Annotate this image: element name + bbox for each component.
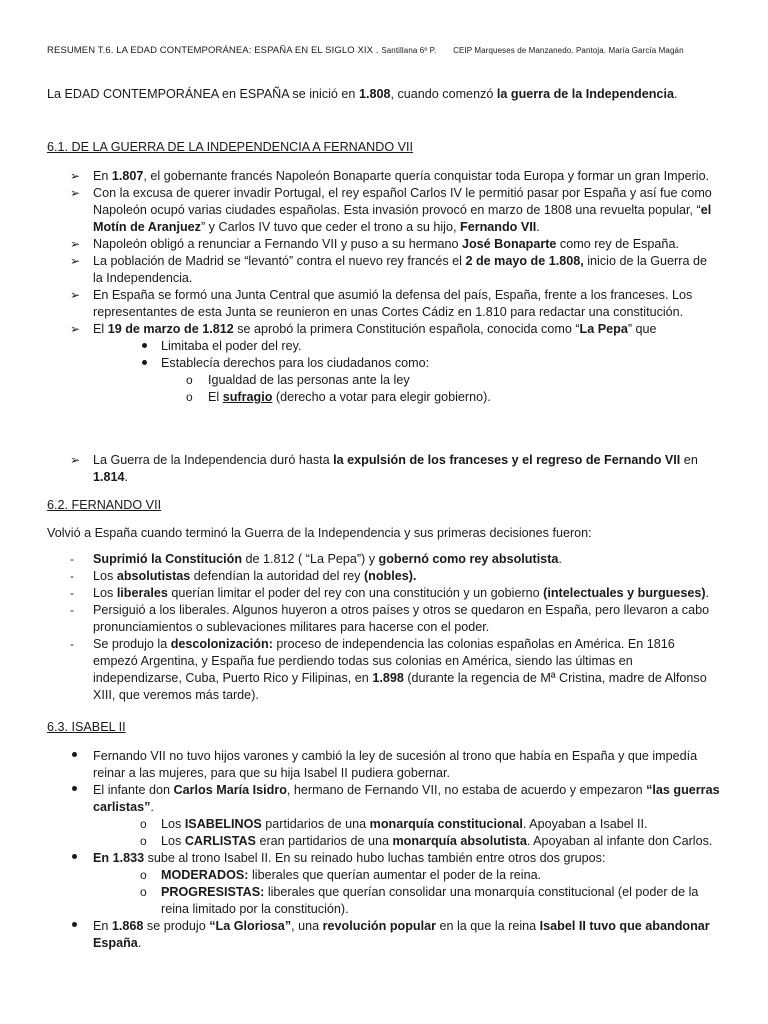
section-6-1-list bbox=[0, 168, 768, 406]
arrow-bullet-icon: ➢ bbox=[70, 169, 81, 183]
list-item: ➢ En España se formó una Junta Central que asumió la defensa del país, España, frente a los franceses. Los representantes de esta Junta se reunieron en unas Cortes Cádiz en 1.810 para redactar una constitución. bbox=[70, 288, 693, 319]
header-school: CEIP Marqueses de Manzanedo. Pantoja. María García Magán bbox=[453, 46, 684, 55]
list-item: - Persiguió a los liberales. Algunos huyeron a otros países y otros se quedaron en España, pero llevaron a cabo pronunciamientos o sublevaciones militares para hacerse con el poder. bbox=[70, 603, 710, 634]
bullet-dot-icon bbox=[142, 338, 147, 355]
bullet-dot-icon bbox=[72, 918, 77, 935]
list-item: ➢ Con la excusa de querer invadir Portugal, el rey español Carlos IV le permitió pasar por España y así fue como Napoleón ocupó varias ciudades españolas. Esta invasión provocó en marzo de 1808 una revuelta popular, “el Motín de Aranjuez” y Carlos IV tuvo que ceder el trono a su hijo, Fernando VII. bbox=[70, 186, 712, 234]
list-item: El infante don Carlos María Isidro, hermano de Fernando VII, no estaba de acuerdo y empezaron “las guerras carlistas”. bbox=[0, 782, 720, 816]
section-6-2-list bbox=[0, 551, 768, 704]
list-item: o Los CARLISTAS eran partidarios de una monarquía absolutista. Apoyaban al infante don Carlos. bbox=[140, 834, 713, 848]
circle-bullet-icon: o bbox=[140, 834, 147, 848]
bullet-dot-icon bbox=[72, 748, 77, 765]
dash-bullet: - bbox=[70, 637, 74, 651]
arrow-bullet-icon: ➢ bbox=[70, 254, 81, 268]
dash-bullet: - bbox=[70, 586, 74, 600]
section-6-1-list-end bbox=[0, 452, 768, 486]
list-item: ➢ La población de Madrid se “levantó” contra el nuevo rey francés el 2 de mayo de 1.808, inicio de la Guerra de la Independencia. bbox=[70, 254, 707, 285]
bullet-dot-icon bbox=[72, 850, 77, 867]
circle-bullet-icon: o bbox=[186, 373, 193, 387]
list-item: En 1.868 se produjo “La Gloriosa”, una revolución popular en la que la reina Isabel II tuvo que abandonar España. bbox=[0, 918, 720, 952]
dash-bullet: - bbox=[70, 552, 74, 566]
arrow-bullet-icon: ➢ bbox=[70, 288, 81, 302]
list-item: o MODERADOS: liberales que querían aumentar el poder de la reina. bbox=[140, 868, 542, 882]
section-title-6-2: 6.2. FERNANDO VII bbox=[47, 498, 162, 512]
intro-paragraph: La EDAD CONTEMPORÁNEA en ESPAÑA se inició en 1.808, cuando comenzó la guerra de la Independencia. bbox=[47, 87, 678, 101]
list-item: ➢ En 1.807, el gobernante francés Napoleón Bonaparte quería conquistar toda Europa y formar un gran Imperio. bbox=[70, 169, 710, 183]
list-item: o Los ISABELINOS partidarios de una monarquía constitucional. Apoyaban a Isabel II. bbox=[140, 817, 648, 831]
header-title: RESUMEN T.6. LA EDAD CONTEMPORÁNEA: ESPAÑA EN EL SIGLO XIX . bbox=[47, 45, 379, 56]
circle-bullet-icon: o bbox=[140, 817, 147, 831]
circle-bullet-icon: o bbox=[140, 885, 147, 899]
list-item: En 1.833 sube al trono Isabel II. En su reinado hubo luchas también entre otros dos grupos: bbox=[0, 850, 720, 867]
list-item: ➢ El 19 de marzo de 1.812 se aprobó la primera Constitución española, conocida como “La Pepa” que bbox=[70, 322, 657, 336]
list-item: Limitaba el poder del rey. bbox=[0, 338, 720, 355]
section-6-3-list bbox=[0, 748, 768, 952]
section-6-2-intro: Volvió a España cuando terminó la Guerra de la Independencia y sus primeras decisiones fueron: bbox=[47, 526, 592, 540]
dash-bullet: - bbox=[70, 603, 74, 617]
dash-bullet: - bbox=[70, 569, 74, 583]
circle-bullet-icon: o bbox=[186, 390, 193, 404]
list-item: ➢ La Guerra de la Independencia duró hasta la expulsión de los franceses y el regreso de Fernando VII en 1.814. bbox=[70, 453, 698, 484]
list-item: Fernando VII no tuvo hijos varones y cambió la ley de sucesión al trono que había en España y que impedía reinar a las mujeres, para que su hija Isabel II pudiera gobernar. bbox=[0, 748, 720, 782]
arrow-bullet-icon: ➢ bbox=[70, 322, 81, 336]
list-item: Establecía derechos para los ciudadanos como: bbox=[0, 355, 720, 372]
list-item: - Los absolutistas defendían la autoridad del rey (nobles). bbox=[70, 569, 417, 583]
section-title-6-1: 6.1. DE LA GUERRA DE LA INDEPENDENCIA A FERNANDO VII bbox=[47, 140, 414, 154]
arrow-bullet-icon: ➢ bbox=[70, 453, 81, 467]
header-book: Santillana 6º P. bbox=[381, 46, 437, 55]
bullet-dot-icon bbox=[142, 355, 147, 372]
list-item: - Los liberales querían limitar el poder del rey con una constitución y un gobierno (intelectuales y burgueses). bbox=[70, 586, 710, 600]
arrow-bullet-icon: ➢ bbox=[70, 186, 81, 200]
arrow-bullet-icon: ➢ bbox=[70, 237, 81, 251]
list-item: o Igualdad de las personas ante la ley bbox=[186, 373, 410, 387]
list-item: o El sufragio (derecho a votar para elegir gobierno). bbox=[186, 390, 491, 404]
list-item: o PROGRESISTAS: liberales que querían consolidar una monarquía constitucional (el poder de la reina limitado por la constitución). bbox=[140, 885, 699, 916]
page-header bbox=[47, 45, 747, 56]
list-item: - Se produjo la descolonización: proceso de independencia las colonias españolas en América. En 1816 empezó Argentina, y España fue perdiendo todas sus colonias en América, siendo las últimas en independizarse, Cuba, Puerto Rico y Filipinas, en 1.898 (durante la regencia de Mª Cristina, madre de Alfonso XIII, que veremos más tarde). bbox=[70, 637, 707, 702]
section-title-6-3: 6.3. ISABEL II bbox=[47, 720, 126, 734]
list-item: ➢ Napoleón obligó a renunciar a Fernando VII y puso a su hermano José Bonaparte como rey de España. bbox=[70, 237, 679, 251]
list-item: - Suprimió la Constitución de 1.812 ( “La Pepa”) y gobernó como rey absolutista. bbox=[70, 552, 562, 566]
bullet-dot-icon bbox=[72, 782, 77, 799]
circle-bullet-icon: o bbox=[140, 868, 147, 882]
